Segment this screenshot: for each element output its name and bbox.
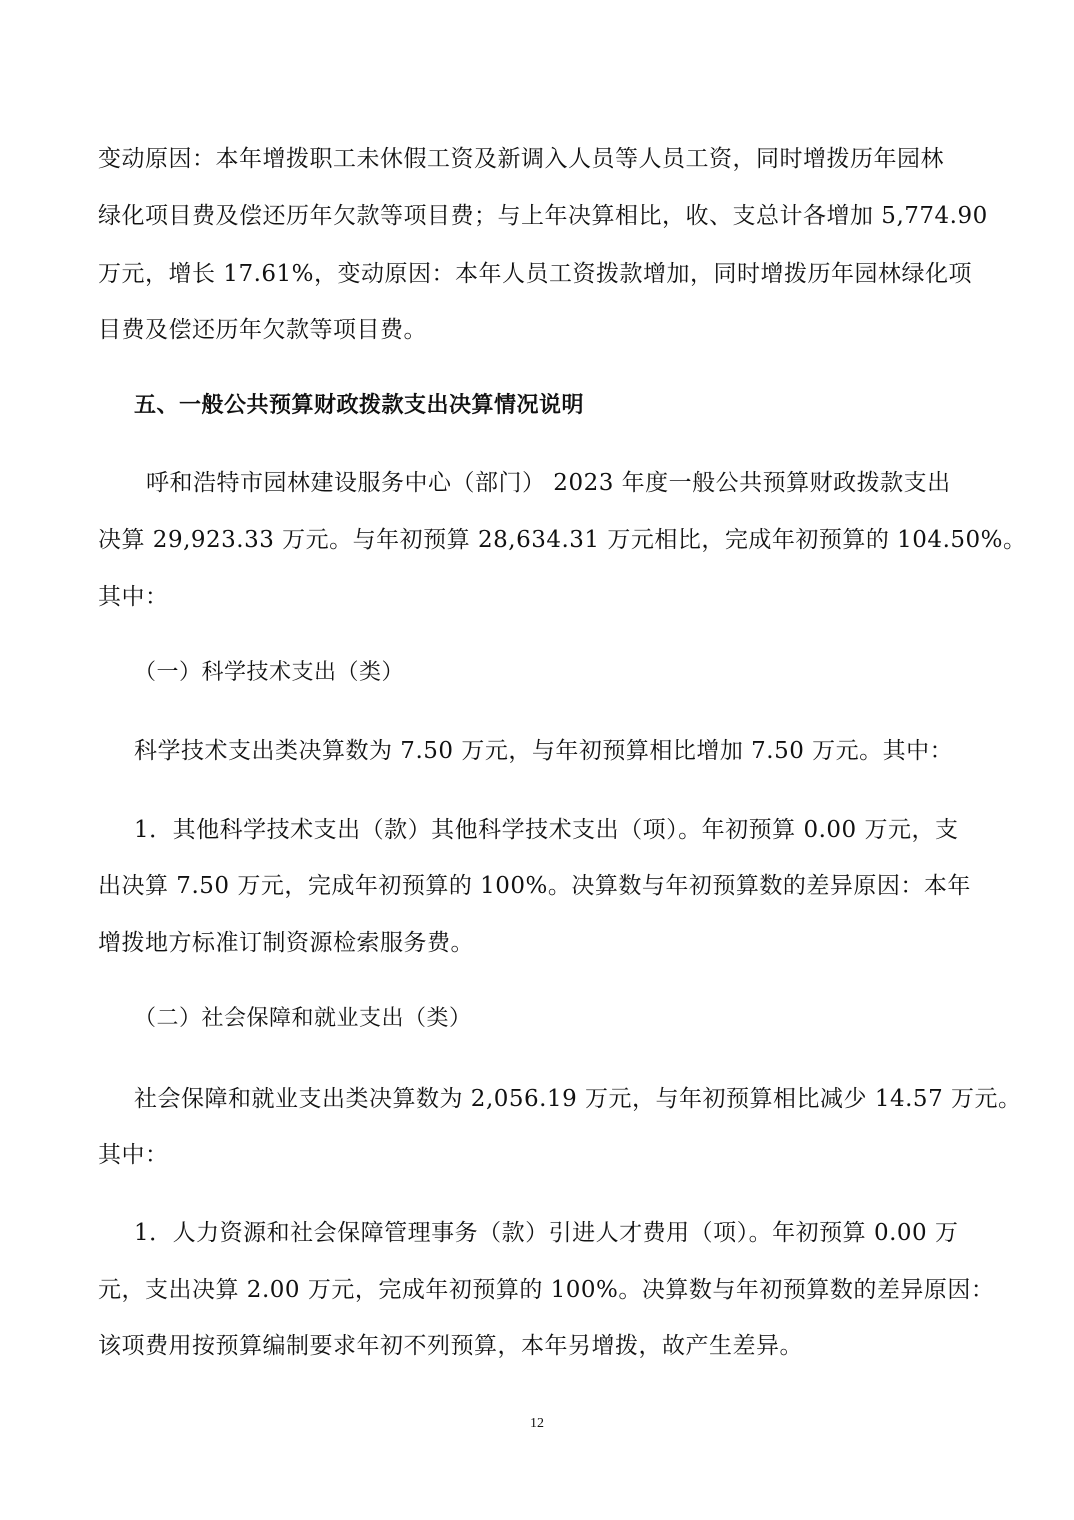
paragraph-line: 目费及偿还历年欠款等项目费。 [98,317,427,343]
subsection-summary: 社会保障和就业支出类决算数为 2,056.19 万元，与年初预算相比减少 14.57 万元。 [134,1086,1022,1112]
subsection-summary: 其中： [98,1142,169,1168]
paragraph-line: 变动原因：本年增拨职工未休假工资及新调入人员等人员工资，同时增拨历年园林 [98,146,944,172]
subsection-heading: （一）科学技术支出（类） [134,660,405,685]
item-line: 出决算 7.50 万元，完成年初预算的 100%。决算数与年初预算数的差异原因：本年 [98,873,971,899]
item-line: 增拨地方标准订制资源检索服务费。 [98,930,474,956]
page-number: 12 [530,1416,544,1431]
intro-line: 决算 29,923.33 万元。与年初预算 28,634.31 万元相比，完成年初预算的 104.50%。 [98,527,1027,553]
paragraph-line: 绿化项目费及偿还历年欠款等项目费；与上年决算相比，收、支总计各增加 5,774.90 [98,203,988,229]
item-line: 1．人力资源和社会保障管理事务（款）引进人才费用（项）。年初预算 0.00 万 [134,1220,959,1246]
item-line: 该项费用按预算编制要求年初不列预算，本年另增拨，故产生差异。 [98,1333,803,1359]
intro-line: 其中： [98,584,169,610]
subsection-summary: 科学技术支出类决算数为 7.50 万元，与年初预算相比增加 7.50 万元。其中： [134,738,954,764]
item-line: 1．其他科学技术支出（款）其他科学技术支出（项）。年初预算 0.00 万元，支 [134,817,959,843]
intro-line: 呼和浩特市园林建设服务中心（部门） 2023 年度一般公共预算财政拨款支出 [146,470,951,496]
section-heading: 五、一般公共预算财政拨款支出决算情况说明 [134,393,585,418]
paragraph-line: 万元，增长 17.61%，变动原因：本年人员工资拨款增加，同时增拨历年园林绿化项 [98,261,973,287]
subsection-heading: （二）社会保障和就业支出（类） [134,1006,472,1031]
item-line: 元，支出决算 2.00 万元，完成年初预算的 100%。决算数与年初预算数的差异原因： [98,1277,995,1303]
